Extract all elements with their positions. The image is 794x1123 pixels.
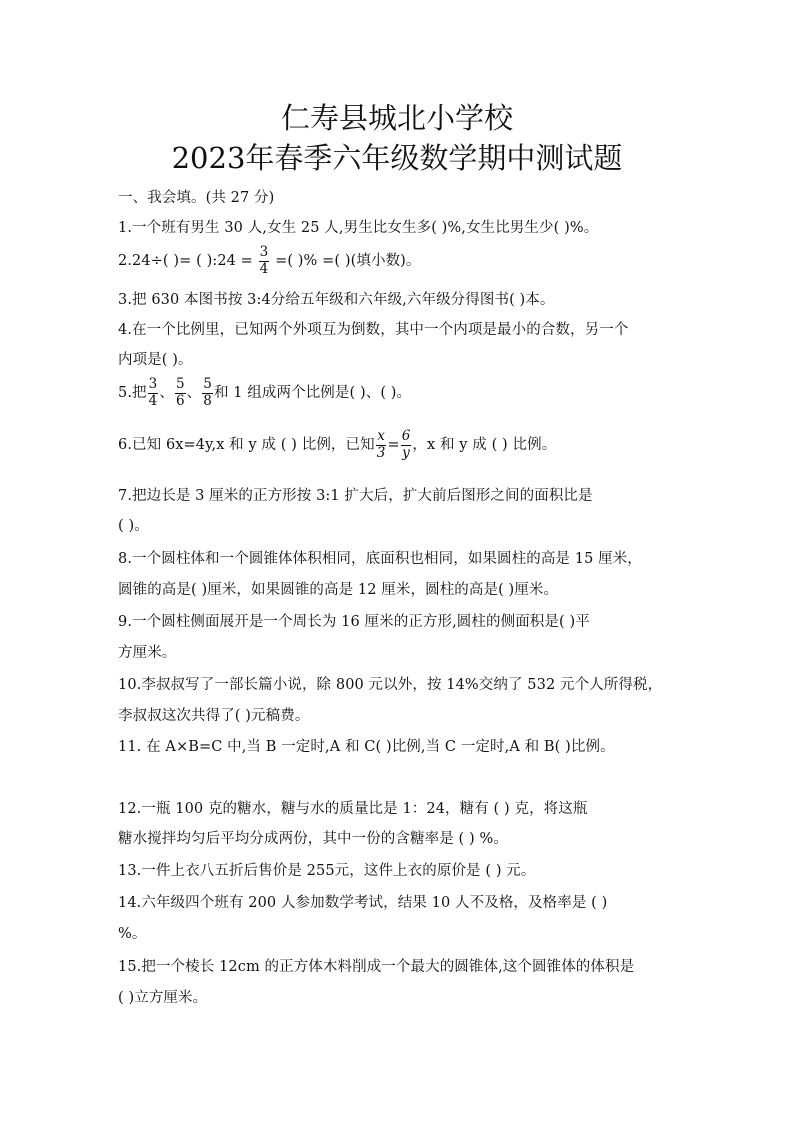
school-name: 仁寿县城北小学校 [280,101,513,135]
q6-fraction-y-denominator: y [402,444,410,461]
question-4-line-2: 内项是( )。 [118,352,193,368]
q5-fraction-2-numerator: 5 [175,376,185,392]
q6-fraction-y-numerator: 6 [401,428,411,444]
question-2 [118,246,678,276]
q5-fraction-1-denominator: 4 [148,392,158,409]
q2-text-pre: 2.24÷( )= ( ):24 = [118,253,253,269]
section-heading: 一、我会填。(共 27 分) [118,190,275,206]
question-7-line-2: ( )。 [118,518,149,534]
question-1: 1.一个班有男生 30 人,女生 25 人,男生比女生多( )%,女生比男生少( )%。 [118,220,599,236]
q6-fraction-x-numerator: x [377,428,385,444]
question-4-line-1: 4.在一个比例里，已知两个外项互为倒数，其中一个内项是最小的合数，另一个 [118,322,629,338]
q5-fraction-1-numerator: 3 [148,376,158,392]
question-8-line-2: 圆锥的高是( )厘米，如果圆锥的高是 12 厘米，圆柱的高是( )厘米。 [118,582,559,598]
q6-fraction-x-denominator: 3 [376,444,386,461]
q5-separator-2: 、 [186,385,202,401]
q5-separator-1: 、 [159,385,174,401]
q2-fraction [259,246,270,276]
q6-text-pre: 6.已知 6x=4y,x 和 y 成 ( ) 比例，已知 [118,437,375,453]
question-14-line-2: %。 [118,926,147,942]
q2-text-post: =( )% =( )(填小数)。 [275,253,421,269]
q2-fraction-numerator: 3 [259,244,269,260]
question-10-line-2: 李叔叔这次共得了( )元稿费。 [118,708,310,724]
q5-fraction-2 [175,378,186,408]
q5-text-post: 和 1 组成两个比例是( )、( )。 [213,385,412,401]
q5-fraction-3-numerator: 5 [203,376,212,392]
q6-equals: = [387,437,400,453]
q6-fraction-y [401,430,412,460]
q6-text-post: ，x 和 y 成 ( ) 比例。 [412,437,557,453]
question-6 [118,430,678,460]
question-8-line-1: 8.一个圆柱体和一个圆锥体体积相同，底面积也相同，如果圆柱的高是 15 厘米， [118,551,642,567]
q2-fraction-denominator: 4 [259,260,269,277]
question-12-line-2: 糖水搅拌均匀后平均分成两份，其中一份的含糖率是 ( ) %。 [118,831,508,847]
question-10-line-1: 10.李叔叔写了一部长篇小说，除 800 元以外，按 14%交纳了 532 元个人所得税， [118,677,663,693]
question-15-line-2: ( )立方厘米。 [118,990,208,1006]
q5-fraction-3 [202,378,213,408]
q5-fraction-3-denominator: 8 [203,392,212,409]
q5-text-pre: 5.把 [118,385,147,401]
q5-fraction-2-denominator: 6 [175,392,185,409]
question-15-line-1: 15.把一个棱长 12cm 的正方体木料削成一个最大的圆锥体,这个圆锥体的体积是 [118,959,635,975]
question-11: 11. 在 A×B=C 中,当 B 一定时,A 和 C( )比例,当 C 一定时,A 和 B( )比例。 [118,739,615,755]
q5-fraction-1 [148,378,159,408]
question-12-line-1: 12.一瓶 100 克的糖水，糖与水的质量比是 1：24，糖有 ( ) 克，将这瓶 [118,801,588,817]
question-9-line-2: 方厘米。 [118,645,177,661]
question-3: 3.把 630 本图书按 3:4分给五年级和六年级,六年级分得图书( )本。 [118,292,555,308]
question-5 [118,378,678,408]
question-9-line-1: 9.一个圆柱侧面展开是一个周长为 16 厘米的正方形,圆柱的侧面积是( )平 [118,614,590,630]
question-13: 13.一件上衣八五折后售价是 255元，这件上衣的原价是 ( ) 元。 [118,863,536,879]
exam-title: 2023年春季六年级数学期中测试题 [171,141,623,175]
question-14-line-1: 14.六年级四个班有 200 人参加数学考试，结果 10 人不及格，及格率是 ( ) [118,895,608,911]
question-7-line-1: 7.把边长是 3 厘米的正方形按 3:1 扩大后，扩大前后图形之间的面积比是 [118,488,593,504]
q6-fraction-x [376,430,387,460]
